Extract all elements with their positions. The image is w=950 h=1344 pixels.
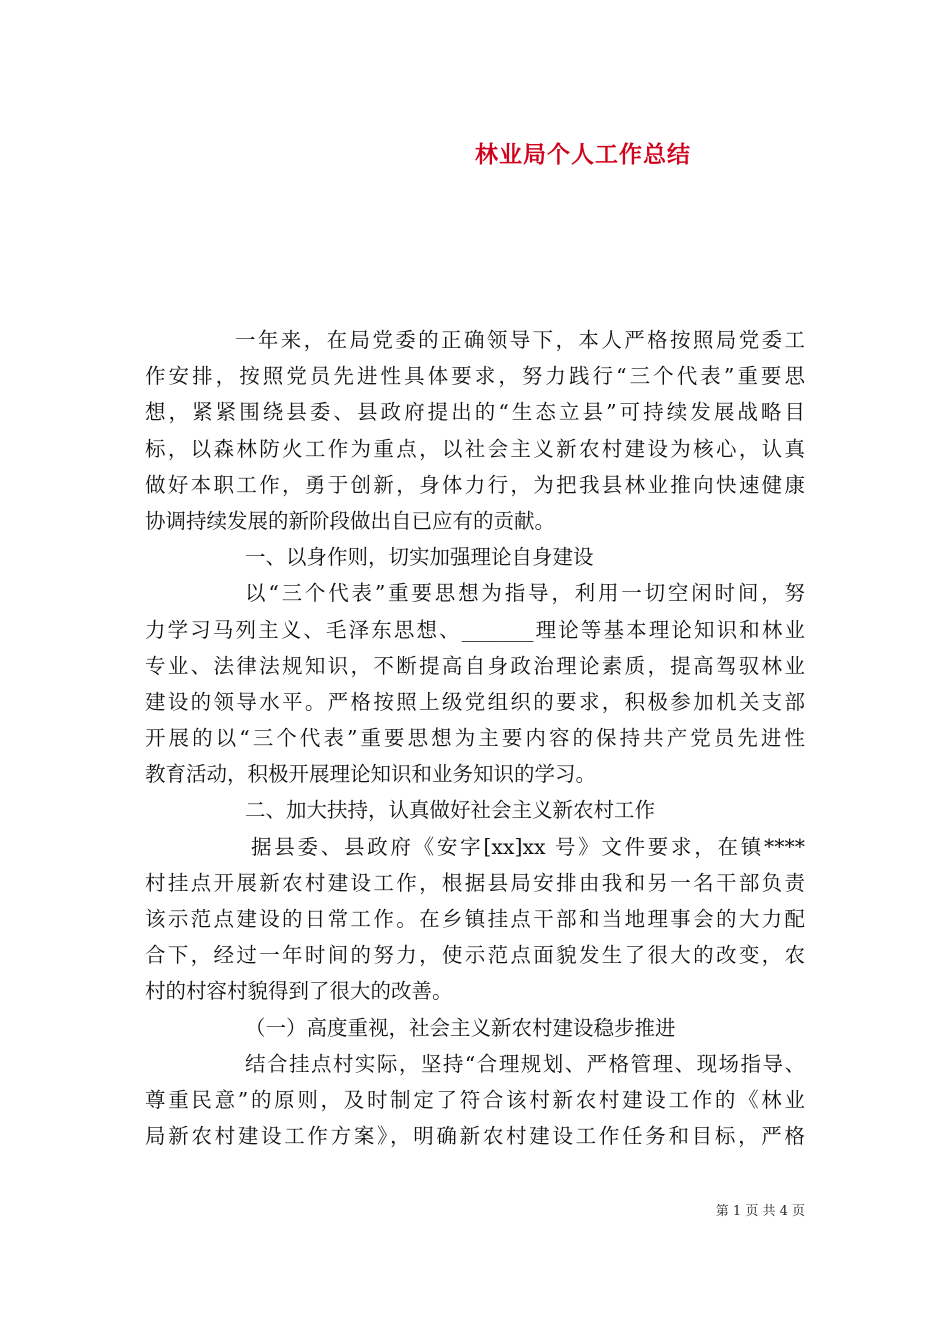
text-line: 做好本职工作，勇于创新，身体力行，为把我县林业推向快速健康 — [145, 472, 805, 497]
text-line: （一）高度重视，社会主义新农村建设稳步推进 — [245, 1015, 676, 1040]
text-line: 以“三个代表”重要思想为指导，利用一切空闲时间，努 — [245, 581, 805, 606]
text-line: 建设的领导水平。严格按照上级党组织的要求，积极参加机关支部 — [145, 689, 805, 714]
page-footer: 第 1 页 共 4 页 — [715, 1204, 805, 1219]
text-line: 合下，经过一年时间的努力，使示范点面貌发生了很大的改变，农 — [145, 943, 805, 968]
text-line: 村的村容村貌得到了很大的改善。 — [145, 979, 453, 1004]
text-line: 标，以森林防火工作为重点，以社会主义新农村建设为核心，认真 — [145, 436, 805, 461]
text-line: 局新农村建设工作方案》，明确新农村建设工作任务和目标，严格 — [145, 1124, 805, 1149]
text-line: 二、加大扶持，认真做好社会主义新农村工作 — [245, 798, 655, 823]
text-line: 一、以身作则，切实加强理论自身建设 — [245, 545, 594, 570]
text-line: 据县委、县政府《安字[xx]xx 号》文件要求，在镇**** — [251, 834, 805, 859]
text-line: 结合挂点村实际，坚持“合理规划、严格管理、现场指导、 — [245, 1051, 805, 1076]
text-line: 作安排，按照党员先进性具体要求，努力践行“三个代表”重要思 — [145, 364, 805, 389]
text-line: 尊重民意”的原则，及时制定了符合该村新农村建设工作的《林业 — [145, 1087, 805, 1112]
document-body — [145, 322, 805, 1154]
text-line: 教育活动，积极开展理论知识和业务知识的学习。 — [145, 762, 596, 787]
text-line: 力学习马列主义、毛泽东思想、_______理论等基本理论知识和林业 — [145, 617, 805, 642]
text-line: 村挂点开展新农村建设工作，根据县局安排由我和另一名干部负责 — [145, 870, 805, 895]
text-line: 该示范点建设的日常工作。在乡镇挂点干部和当地理事会的大力配 — [145, 907, 805, 931]
page-title: 林业局个人工作总结 — [475, 141, 691, 168]
text-line: 协调持续发展的新阶段做出自已应有的贡献。 — [145, 508, 555, 533]
text-line: 专业、法律法规知识，不断提高自身政治理论素质，提高驾驭林业 — [145, 653, 805, 678]
text-line: 一年来，在局党委的正确领导下，本人严格按照局党委工 — [235, 328, 805, 352]
text-line: 开展的以“三个代表”重要思想为主要内容的保持共产党员先进性 — [145, 726, 805, 751]
text-line: 想，紧紧围绕县委、县政府提出的“生态立县”可持续发展战略目 — [145, 400, 805, 425]
